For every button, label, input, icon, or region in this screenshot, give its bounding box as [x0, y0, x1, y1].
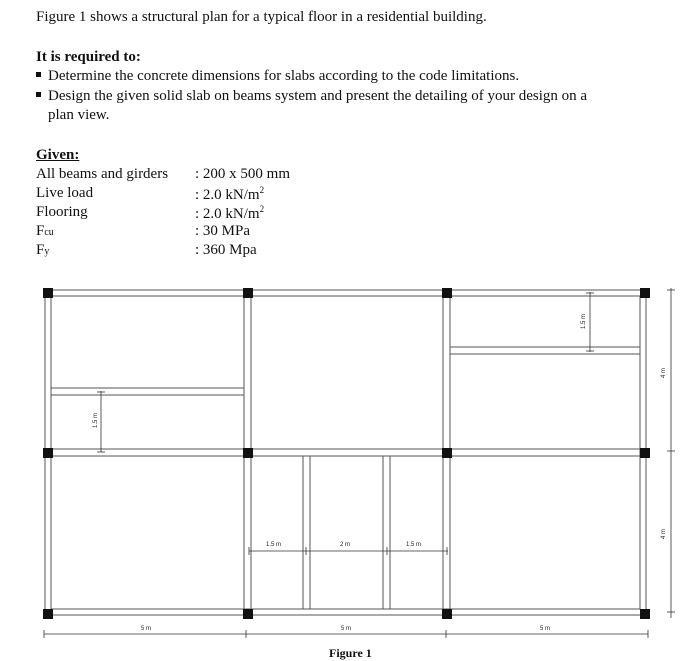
column [640, 609, 650, 619]
column [243, 448, 253, 458]
given-value-live-load: : 2.0 $kN/m^2$ [195, 185, 265, 203]
plan-outline [45, 290, 646, 615]
structural-plan [0, 270, 700, 645]
dim-label-right: 4 m [661, 528, 667, 539]
column [442, 609, 452, 619]
dim-label-right: 4 m [661, 367, 667, 378]
given-label-fcu: Fcu [36, 223, 54, 239]
given-label-beams: All beams and girders [36, 166, 169, 182]
given-label-live-load: Live load [36, 185, 94, 201]
given-label-fy: Fy [36, 242, 50, 258]
dim-label-mid: 2 m [340, 542, 351, 548]
bullet-icon [36, 72, 41, 77]
column [442, 288, 452, 298]
given-label-flooring: Flooring [36, 204, 88, 220]
given-value-flooring: : 2.0 $kN/m^2$ [195, 204, 265, 222]
given-value-fy: : 360 Mpa [195, 242, 257, 258]
column [442, 448, 452, 458]
intro-text: Figure 1 shows a structural plan for a typical floor in a residential building. [36, 9, 487, 25]
figure-caption: Figure 1 [329, 646, 372, 660]
dim-label-mid: 1.5 m [406, 542, 422, 548]
requirement-text: Determine the concrete dimensions for slabs according to the code limitations. [48, 68, 520, 84]
requirement-item [36, 87, 587, 106]
column [640, 288, 650, 298]
column [243, 288, 253, 298]
column [43, 609, 53, 619]
dim-label-bottom: 5 m [540, 626, 551, 632]
dim-label-left-slab: 1.5 m [93, 412, 99, 428]
dim-label-bottom: 5 m [141, 626, 152, 632]
given-value-beams: : 200 x 500 mm [195, 166, 291, 182]
plan-inner-outline [51, 296, 640, 609]
dim-label-bottom: 5 m [341, 626, 352, 632]
requirement-text: Design the given solid slab on beams system and present the detailing of your design on a [48, 88, 588, 104]
bullet-icon [36, 92, 41, 97]
column [43, 288, 53, 298]
dim-label-right-slab: 1.5 m [581, 313, 587, 329]
requirement-item [36, 67, 519, 86]
requirement-continuation: plan view. [48, 107, 110, 123]
given-value-fcu: : 30 MPa [195, 223, 251, 239]
given-heading: Given: [36, 147, 80, 163]
column [640, 448, 650, 458]
required-heading: It is required to: [36, 49, 141, 65]
dim-label-mid: 1.5 m [266, 542, 282, 548]
column [243, 609, 253, 619]
column [43, 448, 53, 458]
